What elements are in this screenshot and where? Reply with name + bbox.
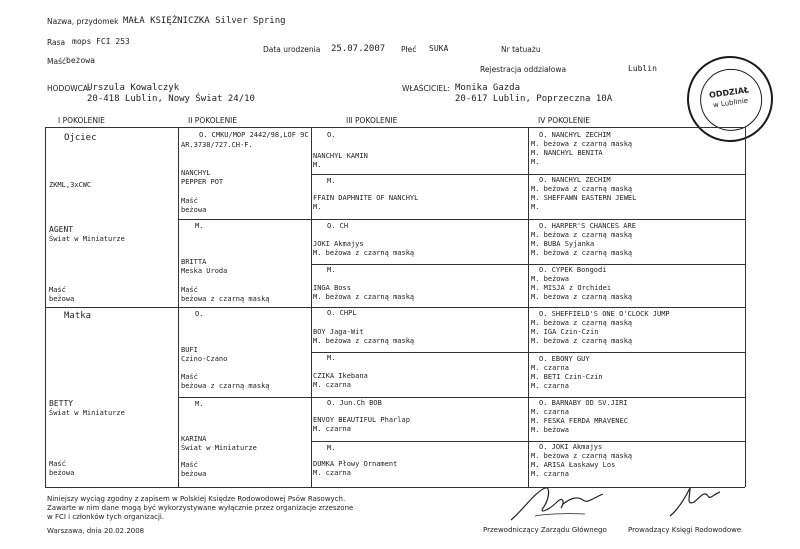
grid-col-line [178, 127, 179, 487]
gen4-dam: M. NANCHYL BENITA [531, 149, 603, 157]
breed-label: Rasa [47, 38, 66, 47]
gen4-sire-color: M. beżowa z czarną maską [531, 231, 633, 239]
dog-name: MAŁA KSIĘŻNICZKA Silver Spring [123, 16, 286, 26]
mother-color-label: Maść [49, 460, 66, 468]
gen3-cell-3 [313, 221, 528, 263]
grid-quarter-line [178, 219, 745, 220]
breed-value: mops FCI 253 [72, 37, 130, 46]
gen3-name: DUMKA Płowy Ornament [313, 460, 398, 468]
registration-label: Rejestracja oddziałowa [480, 65, 567, 74]
gen4-sire-color: M. beżowa z czarną maską [531, 140, 633, 148]
gen2-color: beżowa z czarną maską [181, 382, 270, 390]
gen2-color-label: Maść [181, 373, 198, 381]
gen4-sire-color: M. czarna [531, 364, 569, 372]
gen3-color: M. beżowa z czarną maską [313, 293, 415, 301]
signature-registrar [660, 482, 730, 522]
mother-color: beżowa [49, 469, 75, 477]
gen4-dam: M. ARISA Łaskawy Los [531, 461, 616, 469]
mother-name: BETTY [49, 399, 74, 408]
gen4-dam: M. MISJA z Orchidei [531, 284, 612, 292]
gen3-name: NANCHYL KAMIN [313, 152, 368, 160]
gen3-titles: M. [327, 266, 336, 274]
gen3-color: M. czarna [313, 425, 351, 433]
gen3-name: BOY Jaga-Wit [313, 328, 364, 336]
gen3-cell-1 [313, 131, 528, 173]
color-label: Maść [47, 57, 67, 66]
gen4-sire-color: M. beżowa [531, 275, 569, 283]
col-header-gen2: II POKOLENIE [188, 116, 238, 125]
gen2-titles2: AR.3738/727.CH-F. [181, 141, 253, 149]
gen4-sire: O. SHEFFIELD'S ONE O'CLOCK JUMP [539, 310, 670, 318]
signature-chairman [505, 480, 615, 528]
gen4-sire: O. CYPEK Bongodi [539, 266, 607, 274]
signature-label-registrar: Prowadzący Księgi Rodowodowe [628, 526, 742, 534]
father-titles: ZKML,3xCWC [49, 181, 92, 189]
registration-value: Lublin [628, 64, 657, 73]
dob-value: 25.07.2007 [331, 44, 386, 54]
gen4-dam-color: M. beżowa z czarną maską [531, 337, 633, 345]
gen3-titles: M. [327, 177, 336, 185]
gen3-color: M. [313, 203, 322, 211]
grid-left-line [45, 127, 46, 487]
gen4-dam: M. IGA Czin-Czin [531, 328, 599, 336]
gen3-cell-6 [313, 355, 528, 397]
gen4-sire-color: M. beżowa z czarną maską [531, 319, 633, 327]
gen4-dam-color: M. czarna [531, 470, 569, 478]
gen3-titles: O. [327, 131, 336, 139]
gen3-cell-8 [313, 443, 528, 485]
gen3-cell-7 [313, 399, 528, 441]
grid-top-line [45, 127, 745, 128]
gen4-sire: O. HARPER'S CHANCES ARE [539, 222, 636, 230]
gen4-sire: O. EBONY GUY [539, 355, 590, 363]
gen3-titles: M. [327, 444, 336, 452]
gen3-color: M. czarna [313, 469, 351, 477]
father-name: AGENT [49, 225, 74, 234]
footer-line3: w FCI i członków tych organizacji. [47, 513, 165, 521]
gen4-dam: M. BETI Czin-Czin [531, 373, 603, 381]
grid-right-line [745, 127, 746, 487]
gen4-cell-8 [531, 443, 741, 485]
gen4-dam-color: M. [531, 203, 540, 211]
footer-line1: Niniejszy wyciąg zgodny z zapisem w Polskiej Księdze Rodowodowej Psów Rasowych. [47, 495, 346, 503]
gen3-titles: O. CHPL [327, 309, 357, 317]
gen2-cell-4 [181, 401, 311, 486]
gen4-dam-color: M. beżowa z czarną maską [531, 249, 633, 257]
footer-line2: Zawarte w nim dane mogą być wykorzystywane wyłącznie przez organizacje zrzeszone [47, 504, 354, 512]
grid-quarter-line [178, 397, 745, 398]
gen3-color: M. beżowa z czarną maską [313, 249, 415, 257]
grid-bottom-line [45, 487, 745, 488]
col-header-gen4: IV POKOLENIE [538, 116, 591, 125]
gen3-cell-5 [313, 310, 528, 352]
gen2-titles: M. [195, 222, 204, 230]
gen3-name: CZIKA Ikebana [313, 372, 368, 380]
breeder-name: Urszula Kowalczyk [87, 83, 180, 93]
gen2-color: beżowa [181, 206, 207, 214]
gen4-cell-3 [531, 222, 741, 264]
gen4-cell-2 [531, 176, 741, 218]
gen4-sire-color: M. czarna [531, 408, 569, 416]
breeder-label: HODOWCA: [47, 84, 91, 93]
gen2-titles: O. [195, 310, 204, 318]
gen2-cell-2 [181, 223, 311, 308]
gen3-titles: O. Jun.Ch BOB [327, 399, 382, 407]
gen2-name2: Świat w Miniaturze [181, 444, 257, 452]
gen3-name: JOKI Akmajys [313, 240, 364, 248]
father-label: Ojciec [64, 133, 97, 143]
name-label: Nazwa, przydomek [47, 17, 119, 26]
stamp-line1: ODDZIAŁ [708, 85, 750, 100]
father-color-label: Maść [49, 286, 66, 294]
owner-label: WŁAŚCICIEL: [402, 84, 450, 93]
gen4-cell-6 [531, 355, 741, 397]
gen4-dam: M. BUBA Syjanka [531, 240, 595, 248]
gen4-dam-color: M. beżowa z czarną maską [531, 293, 633, 301]
gen4-sire: O. NANCHYL ZECHIM [539, 176, 611, 184]
gen2-titles: O. CMKU/MOP 2442/98,LOF 9C [199, 131, 309, 139]
grid-col-line [311, 127, 312, 487]
gen3-name: ENVOY BEAUTIFUL Pharlap [313, 416, 410, 424]
gen4-sire: O. JOKI Akmajys [539, 443, 603, 451]
gen3-color: M. czarna [313, 381, 351, 389]
gen4-sire: O. BARNABY OD SV.JIRI [539, 399, 628, 407]
sex-label: Płeć [401, 45, 417, 54]
gen4-dam: M. SHEFFAWN EASTERN JEWEL [531, 194, 637, 202]
owner-address: 20-617 Lublin, Poprzeczna 10A [455, 94, 613, 104]
tattoo-label: Nr tatuażu [501, 45, 541, 54]
owner-name: Monika Gazda [455, 83, 521, 93]
gen2-color: beżowa [181, 470, 207, 478]
gen2-color-label: Maść [181, 286, 198, 294]
gen2-name2: Meska Uroda [181, 267, 228, 275]
gen2-color: beżowa z czarną maską [181, 295, 270, 303]
grid-col-line [528, 127, 529, 487]
gen4-cell-1 [531, 131, 741, 173]
gen2-color-label: Maść [181, 461, 198, 469]
gen4-dam-color: M. beżowa [531, 426, 569, 434]
gen4-sire-color: M. beżowa z czarną maską [531, 452, 633, 460]
gen3-color: M. beżowa z czarną maską [313, 337, 415, 345]
signature-label-chairman: Przewodniczący Zarządu Głównego [483, 526, 607, 534]
gen2-name: KARINA [181, 435, 207, 443]
gen3-name: FFAIN DAPHNITE OF NANCHYL [313, 194, 419, 202]
gen2-color-label: Maść [181, 197, 198, 205]
gen2-cell-1 [181, 132, 311, 217]
gen2-cell-3 [181, 311, 311, 396]
gen2-name: BRITTA [181, 258, 207, 266]
col-header-gen1: I POKOLENIE [58, 116, 105, 125]
gen4-cell-4 [531, 266, 741, 308]
mother-label: Matka [64, 311, 92, 321]
mother-kennel: Świat w Miniaturze [49, 409, 125, 417]
breeder-address: 20-418 Lublin, Nowy Świat 24/10 [87, 94, 255, 104]
gen4-sire-color: M. beżowa z czarną maską [531, 185, 633, 193]
col-header-gen3: III POKOLENIE [346, 116, 398, 125]
gen2-titles: M. [195, 400, 204, 408]
gen3-titles: O. CH [327, 222, 349, 230]
dob-label: Data urodzenia [263, 45, 321, 54]
sex-value: SUKA [429, 44, 449, 53]
footer-place-date: Warszawa, dnia 20.02.2008 [47, 527, 145, 535]
gen3-cell-2 [313, 177, 528, 219]
gen2-name: NANCHYL [181, 169, 211, 177]
gen4-dam: M. FESKA FERDA MRAVENEC [531, 417, 628, 425]
gen4-dam-color: M. [531, 158, 540, 166]
color-value: beżowa [66, 56, 95, 65]
gen3-cell-4 [313, 266, 528, 308]
gen2-name2: Czino-Czano [181, 355, 228, 363]
gen4-sire: O. NANCHYL ZECHIM [539, 131, 611, 139]
gen4-dam-color: M. czarna [531, 382, 569, 390]
father-kennel: Świat w Miniaturze [49, 235, 125, 243]
stamp-line2: w Lublinie [712, 96, 749, 110]
gen4-cell-7 [531, 399, 741, 441]
gen2-name: BUFI [181, 346, 198, 354]
gen3-titles: M. [327, 354, 336, 362]
gen3-name: INGA Boss [313, 284, 351, 292]
gen2-name2: PEPPER POT [181, 178, 224, 186]
gen3-color: M. [313, 161, 322, 169]
father-color: beżowa [49, 295, 75, 303]
gen4-cell-5 [531, 310, 741, 352]
